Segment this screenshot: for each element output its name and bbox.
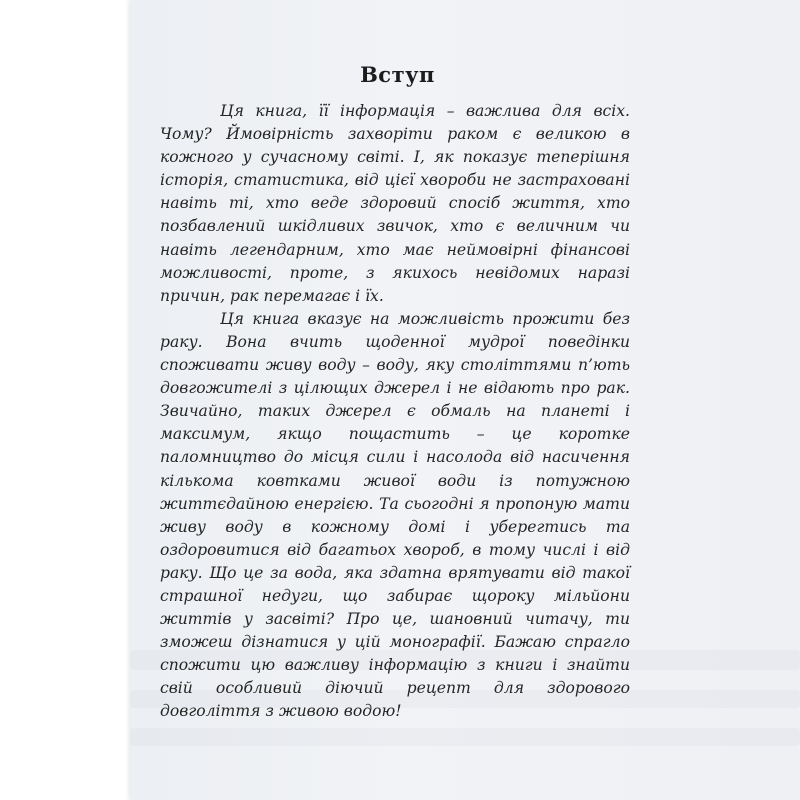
paragraph: Ця книга, її інформація – важлива для всіх. Чому? Ймовірність захворіти раком є великою в кожного у сучасному світі. І, як показує теперішня історія, статистика, від цієї хвороби не застраховані навіть ті, хто веде здоровий спосіб життя, хто позбавлений шкідливих звичок, хто є величним чи навіть легендарним, хто має неймовірні фінансові можливості, проте, з якихось невідомих наразі причин, рак перемагає і їх. [160, 102, 630, 305]
show-through-band [130, 728, 800, 746]
paragraph: Ця книга вказує на можливість прожити без раку. Вона вчить щоденної мудрої поведінки споживати живу воду – воду, яку століттями п’ють довгожителі з цілющих джерел і не відають про рак. Звичайно, таких джерел є обмаль на планеті і максимум, якщо пощастить – це коротке паломництво до місця сили і насолода від насичення кількома ковтками живої води із потужною життєдайною енергією. Та сьогодні я пропоную мати живу воду в кожному домі і уберегтись та оздоровитися від багатьох хвороб, в тому числі і від раку. Що це за вода, яка здатна врятувати від такої страшної недуги, що забирає щороку мільйони життів у засвіті? Про це, шановний читачу, ти зможеш дізнатися у цій монографії. Бажаю спрагло спожити цю важливу інформацію з книги і знайти свій особливий діючий рецепт для здорового довголіття з живою водою! [160, 309, 630, 721]
page-title: Вступ [360, 62, 435, 87]
body-text [160, 100, 630, 724]
